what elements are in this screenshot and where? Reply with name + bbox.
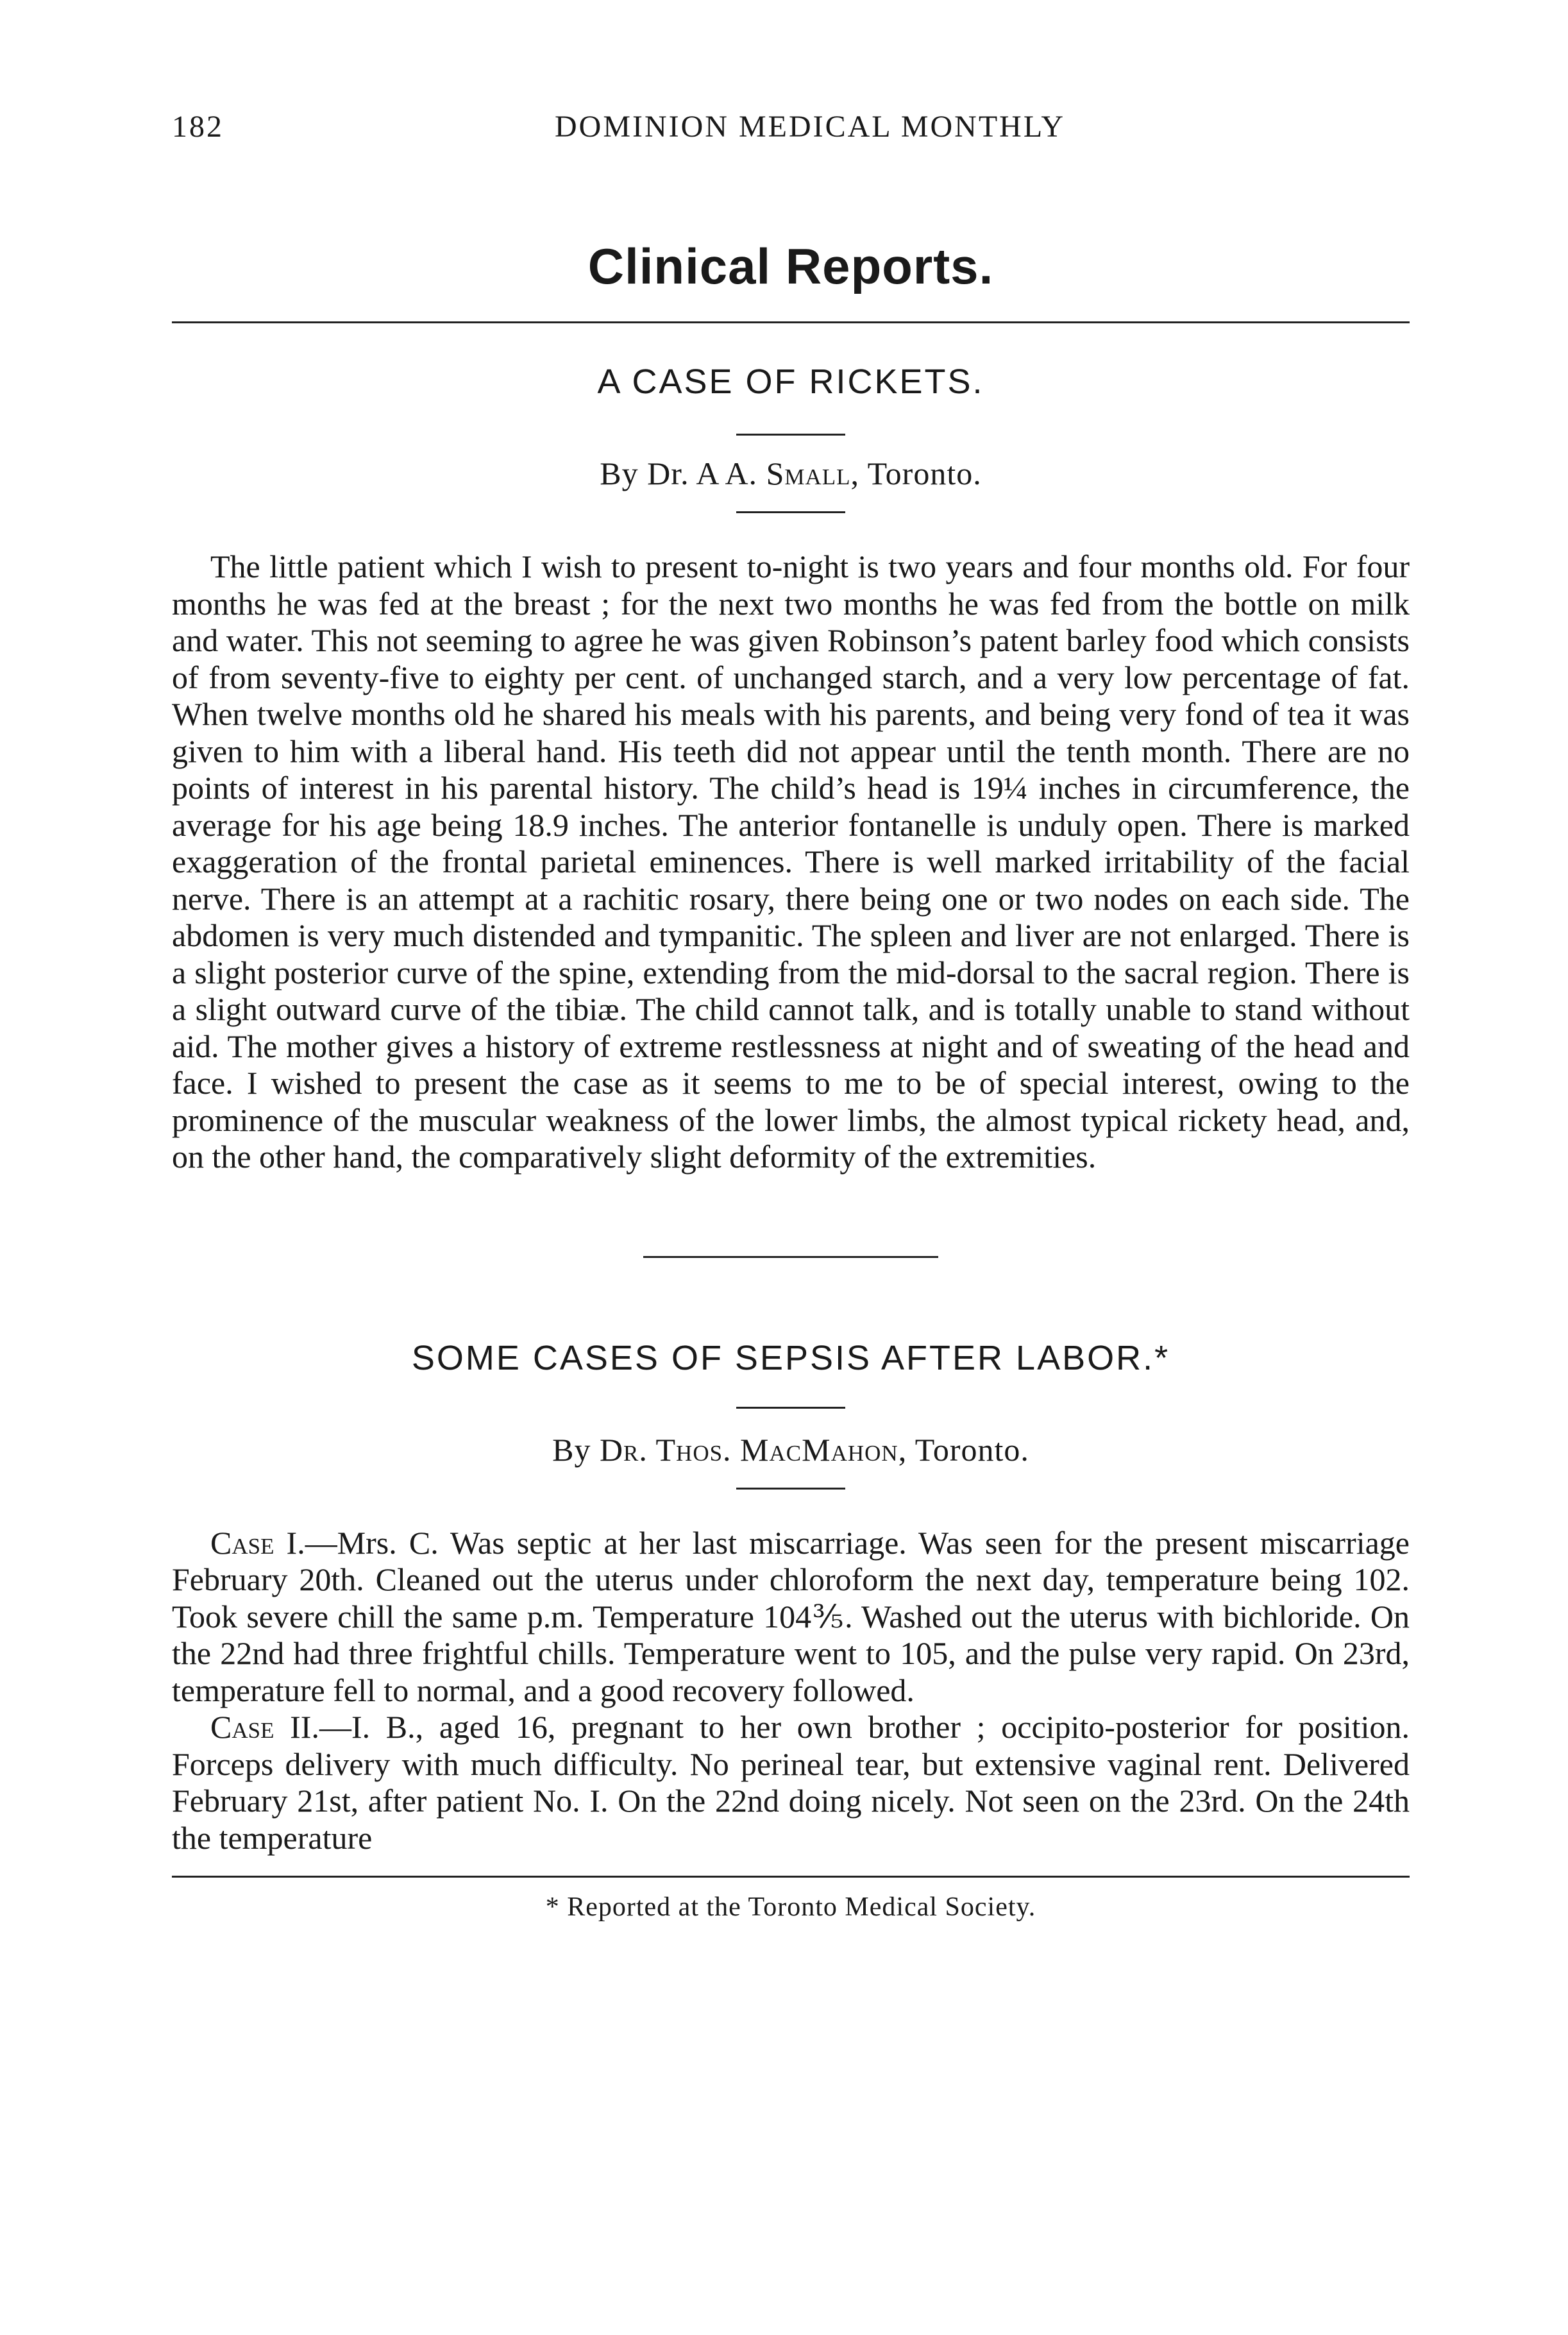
case-text: —Mrs. C. Was septic at her last miscarriage. Was seen for the present miscarriage February 20th. Cleaned out the uterus under chloroform the next day, temperature being 102. Took severe chill the same p.m. Temperature 104⅗. Washed out the uterus with bichloride. On the 22nd had three frightful chills. Temperature went to 105, and the pulse very rapid. On 23rd, temperature fell to normal, and a good recovery followed.	[172, 1524, 1410, 1708]
article-title-sepsis: SOME CASES OF SEPSIS AFTER LABOR.*	[411, 1338, 1170, 1377]
footnote-rule	[172, 1876, 1410, 1878]
footnote: * Reported at the Toronto Medical Society.	[545, 1892, 1036, 1922]
author-name: Dr. Thos. MacMahon	[599, 1431, 898, 1468]
page-number: 182	[172, 110, 224, 144]
byline-rule	[736, 511, 845, 513]
body-paragraph: The little patient which I wish to present to-night is two years and four months old. For four months he was fed at the breast ; for the next two months he was fed from the bottle on milk and water. This not seeming to agree he was given Robinson’s patent barley food which consists of from seventy-five to eighty per cent. of unchanged starch, and a very low percentage of fat. When twelve months old he shared his meals with his parents, and being very fond of tea it was given to him with a liberal hand. His teeth did not appear until the tenth month. There are no points of interest in his parental history. The child’s head is 19¼ inches in circumference, the average for his age being 18.9 inches. The anterior fontanelle is unduly open. There is marked exaggeration of the frontal parietal eminences. There is well marked irritability of the facial nerve. There is an attempt at a rachitic rosary, there being one or two nodes on each side. The abdomen is very much distended and tympanitic. The spleen and liver are not enlarged. There is a slight posterior curve of the spine, extending from the mid-dorsal to the sacral region. There is a slight outward curve of the tibiæ. The child cannot talk, and is totally unable to stand without aid. The mother gives a history of extreme restlessness at night and of sweating of the head and face. I wished to present the case as it seems to me to be of special interest, owing to the prominence of the muscular weakness of the lower limbs, the almost typical rickety head, and, on the other hand, the comparatively slight deformity of the extremities.	[172, 548, 1410, 1175]
section-rule	[172, 321, 1410, 323]
byline-prefix: By Dr. A A.	[600, 455, 758, 491]
running-head	[172, 109, 1410, 154]
case-label: Case I.	[210, 1524, 305, 1561]
journal-name: DOMINION MEDICAL MONTHLY	[554, 110, 1065, 144]
byline-macmahon	[172, 1431, 1410, 1468]
article-title-rickets: A CASE OF RICKETS.	[597, 362, 984, 401]
article-body-rickets	[172, 548, 1410, 1176]
author-surname: Small	[766, 455, 851, 491]
article-body-sepsis	[172, 1525, 1410, 1857]
byline-small	[172, 455, 1410, 492]
byline-prefix: By	[552, 1431, 591, 1468]
title-rule	[736, 434, 845, 436]
section-title: Clinical Reports.	[587, 238, 994, 294]
byline-suffix: , Toronto.	[898, 1431, 1029, 1468]
byline-suffix: , Toronto.	[850, 455, 982, 491]
article-divider	[643, 1256, 938, 1258]
byline-rule	[736, 1488, 845, 1490]
case-paragraph	[172, 1709, 1410, 1856]
title-rule	[736, 1407, 845, 1409]
case-text: —I. B., aged 16, pregnant to her own brother ; occipito-posterior for position. Forceps delivery with much difficulty. No perineal tear, but extensive vaginal rent. Delivered February 21st, after patient No. I. On the 22nd doing nicely. Not seen on the 23rd. On the 24th the temperature	[172, 1709, 1410, 1856]
case-paragraph	[172, 1525, 1410, 1710]
case-label: Case II.	[210, 1709, 319, 1745]
journal-page	[172, 109, 1410, 1923]
